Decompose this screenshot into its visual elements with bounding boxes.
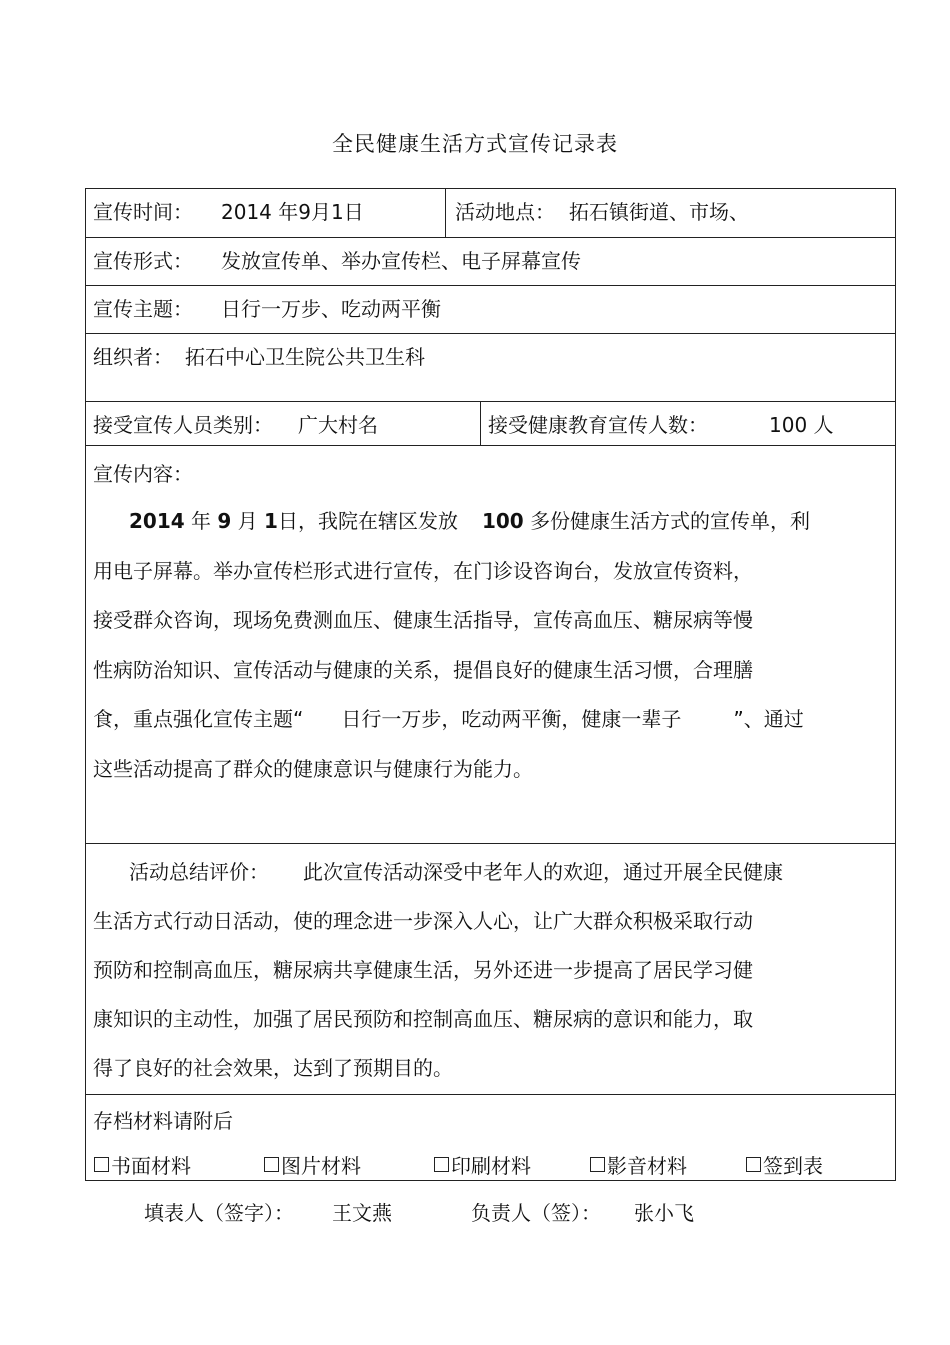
time-value: 2014 年9月1日 — [221, 200, 364, 224]
place-value: 拓石镇街道、市场、 — [569, 200, 749, 224]
summary-line: 得了良好的社会效果，达到了预期目的。 — [93, 1056, 453, 1080]
content-line: 这些活动提高了群众的健康意识与健康行为能力。 — [93, 756, 533, 781]
theme-value: 日行一万步、吃动两平衡 — [221, 297, 441, 321]
content-text: ”、通过 — [733, 707, 804, 731]
content-line — [93, 695, 810, 745]
audience-category-value: 广大村名 — [298, 413, 378, 437]
content-text: 食，重点强化宣传主题“ — [93, 707, 304, 731]
archive-label: 存档材料请附后 — [93, 1109, 233, 1133]
row-divider — [86, 401, 895, 402]
checkbox-icon[interactable] — [434, 1157, 449, 1172]
summary-text: 此次宣传活动深受中老年人的欢迎，通过开展全民健康 — [303, 860, 783, 884]
checkbox-icon[interactable] — [746, 1157, 761, 1172]
column-divider — [445, 189, 446, 237]
row-divider — [86, 285, 895, 286]
content-label: 宣传内容： — [93, 462, 193, 486]
organizer-label: 组织者： — [93, 345, 173, 369]
archive-option-label: 签到表 — [763, 1154, 823, 1178]
manager-name: 张小飞 — [634, 1201, 694, 1225]
checkbox-icon[interactable] — [94, 1157, 109, 1172]
archive-option-label: 图片材料 — [281, 1154, 361, 1178]
content-year: 2014 — [129, 509, 185, 533]
filler-name: 王文燕 — [332, 1201, 392, 1225]
summary-line: 康知识的主动性，加强了居民预防和控制高血压、糖尿病的意识和能力，取 — [93, 1007, 753, 1031]
archive-option-signin[interactable] — [746, 1150, 823, 1179]
filler-label: 填表人（签字）： — [144, 1201, 294, 1225]
place-label: 活动地点： — [455, 200, 555, 224]
row-divider — [86, 1094, 895, 1095]
content-quantity: 100 — [481, 509, 524, 533]
archive-option-written[interactable] — [94, 1150, 191, 1179]
content-paragraph — [93, 497, 810, 794]
content-text: 月 — [237, 509, 258, 533]
archive-option-label: 影音材料 — [607, 1154, 687, 1178]
theme-label: 宣传主题： — [93, 297, 193, 321]
audience-count-label: 接受健康教育宣传人数： — [488, 413, 708, 437]
archive-option-audiovisual[interactable] — [590, 1150, 687, 1179]
checkbox-icon[interactable] — [590, 1157, 605, 1172]
audience-count-value: 100 人 — [769, 413, 834, 437]
organizer-value: 拓石中心卫生院公共卫生科 — [185, 345, 425, 369]
content-theme-quote: 日行一万步，吃动两平衡，健康一辈子 — [341, 707, 682, 731]
summary-line: 预防和控制高血压，糖尿病共享健康生活，另外还进一步提高了居民学习健 — [93, 958, 753, 982]
form-type-label: 宣传形式： — [93, 249, 193, 273]
time-label: 宣传时间： — [93, 200, 193, 224]
archive-option-label: 书面材料 — [111, 1154, 191, 1178]
content-text: 日，我院在辖区发放 — [277, 509, 458, 533]
row-divider — [86, 333, 895, 334]
summary-line — [93, 848, 783, 897]
summary-label: 活动总结评价： — [129, 860, 269, 884]
content-day: 1 — [264, 509, 278, 533]
content-text: 多份健康生活方式的宣传单，利 — [530, 509, 811, 533]
column-divider — [480, 401, 481, 445]
content-line: 用电子屏幕。举办宣传栏形式进行宣传，在门诊设咨询台，发放宣传资料， — [93, 558, 753, 583]
summary-paragraph — [93, 848, 783, 1093]
content-line: 接受群众咨询，现场免费测血压、健康生活指导，宣传高血压、糖尿病等慢 — [93, 608, 753, 632]
summary-line: 生活方式行动日活动，使的理念进一步深入人心，让广大群众积极采取行动 — [93, 909, 753, 933]
content-month: 9 — [217, 509, 232, 533]
row-divider — [86, 445, 895, 446]
content-line: 性病防治知识、宣传活动与健康的关系，提倡良好的健康生活习惯，合理膳 — [93, 657, 753, 682]
row-divider — [86, 237, 895, 238]
content-line — [93, 497, 810, 547]
page-title: 全民健康生活方式宣传记录表 — [332, 132, 618, 156]
manager-label: 负责人（签）： — [471, 1201, 601, 1225]
checkbox-icon[interactable] — [264, 1157, 279, 1172]
form-type-value: 发放宣传单、举办宣传栏、电子屏幕宣传 — [221, 249, 581, 273]
archive-option-label: 印刷材料 — [451, 1154, 531, 1178]
archive-option-printed[interactable] — [434, 1150, 531, 1179]
content-text: 年 — [191, 509, 212, 533]
archive-option-images[interactable] — [264, 1150, 361, 1179]
audience-category-label: 接受宣传人员类别： — [93, 413, 273, 437]
row-divider — [86, 843, 895, 844]
